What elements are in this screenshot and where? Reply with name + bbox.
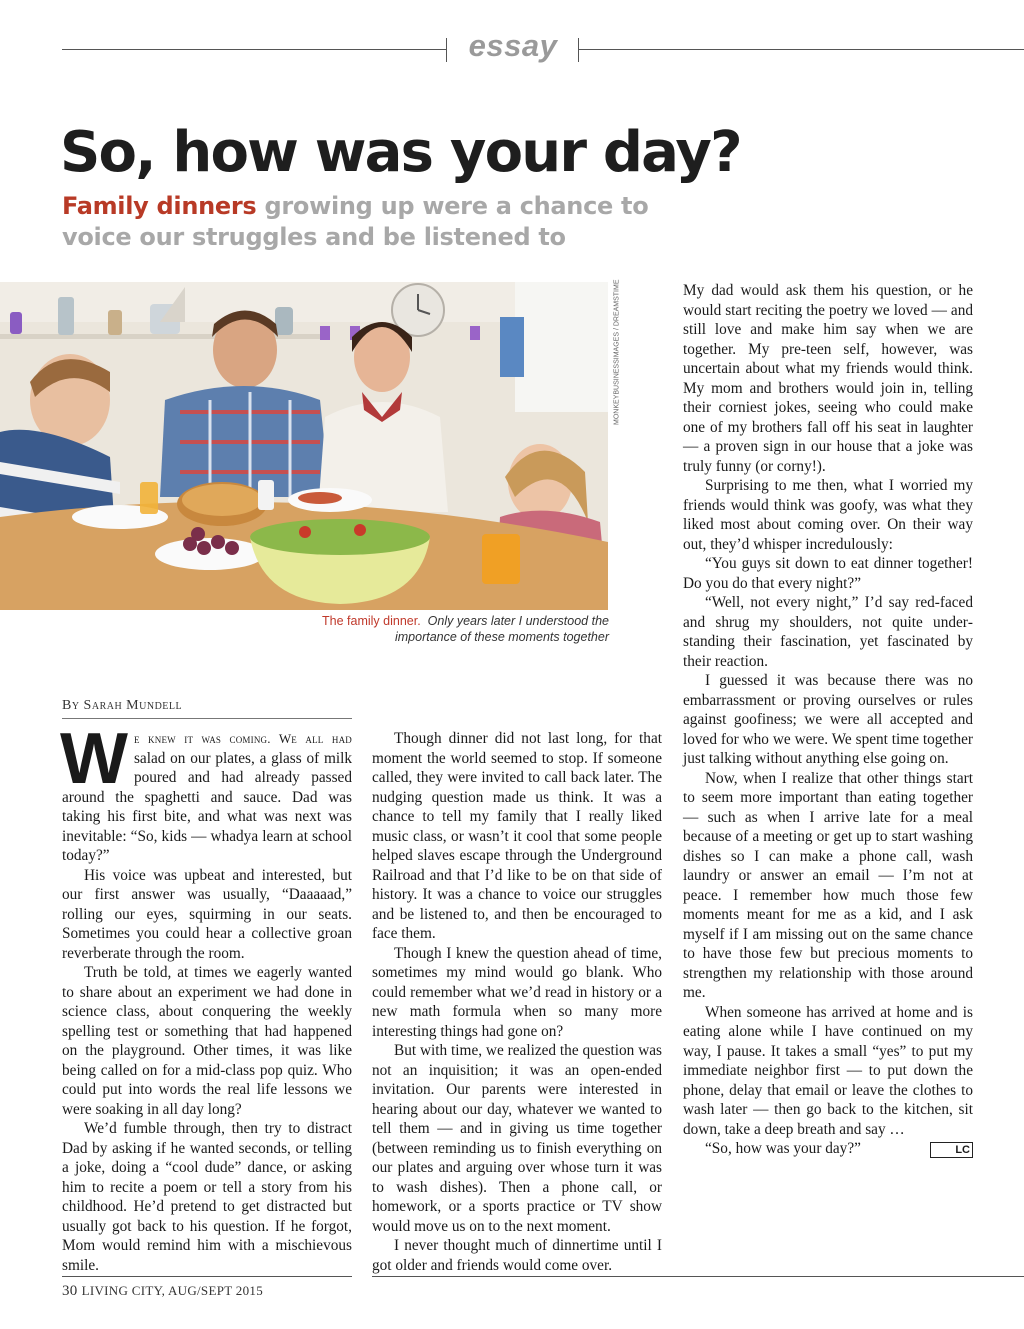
footer-rule-right	[372, 1276, 1024, 1277]
article-paragraph: I guessed it was because there was no embarrassment or proving ourselves or rules against goofiness; we were all accepted and loved for who we were. We spent time together just talking without anything else going on.	[683, 672, 973, 767]
byline: By Sarah Mundell	[62, 698, 183, 713]
article-paragraph: My dad would ask them his question, or he would start reciting the poetry we loved — and still love and make him say when we are together. My pre-teen self, however, was uncertain about what my friends would think. My mom and brothers would join in, telling their corniest jokes, seeing who could make one of my brothers fall off his seat in laughter — a proven sign in our house that a joke was truly funny (or corny!).	[683, 282, 973, 475]
article-paragraph: His voice was upbeat and interested, but our first answer was usually, “Daaaaad,” rolling our eyes, squirming in our seats. Sometimes you could hear a collective groan reverberate through the room.	[62, 866, 352, 962]
family-dinner-photo	[0, 282, 608, 610]
deck-highlight: Family dinners	[62, 192, 257, 220]
drop-cap: W	[60, 719, 128, 799]
article-column-2	[372, 729, 662, 1275]
article-paragraph: But with time, we realized the question was not an inquisition; it was an open-ended invitation. Our parents were interested in hearing about our day, whatever we wanted to tell them — and in giving us time together (between reminding us to finish everything on our plates and arguing over whose turn it was to wash dishes). Then a phone call, or homework, or a sports practice or TV show would move us on to the next moment.	[372, 1042, 662, 1235]
article-paragraph: “You guys sit down to eat dinner together! Do you do that every night?”	[683, 555, 973, 592]
page-number: 30	[62, 1283, 78, 1299]
opening-words: e knew it was coming. We all had	[133, 731, 352, 746]
page-footer	[62, 1283, 263, 1300]
article-column-1	[60, 719, 352, 1275]
article-paragraph: We’d fumble through, then try to distract Dad by asking if he wanted seconds, or telling a joke, doing a “cool dude” dance, or asking him to recite a poem or tell a story from his childhood. He’d pretend to get distracted but usually got back to his question. If he forgot, Mom would remind him with a mischievous smile.	[62, 1120, 352, 1274]
photo-credit: MONKEYBUSINESSIMAGES / DREAMSTIME	[613, 279, 621, 425]
headline: So, how was your day?	[60, 120, 741, 185]
closing-line: “So, how was your day?”	[705, 1140, 861, 1157]
article-paragraph: When someone has arrived at home and is eating alone while I have continued on my way, I pause. It takes a small “yes” to put my immediate neighbor first — to put down the phone, delay that email or leave the clothes to wash later — then go back to the kitchen, sit down, take a deep breath and say …	[683, 1003, 973, 1138]
article-paragraph	[683, 1139, 973, 1159]
article-paragraph: Surprising to me then, what I worried my friends would think was goofy, was what they liked most about coming over. On their way out, they’d whisper incredulously:	[683, 477, 973, 553]
caption-text: Only years later I understood the importance of these moments together	[394, 614, 609, 644]
publication-info: LIVING CITY, AUG/SEPT 2015	[81, 1283, 263, 1298]
article-paragraph: Now, when I realize that other things start to seem more important than eating together — such as when I arrive late for a meal because of a meeting or get up to start washing dishes so I can make a phone call, wash laundry or answer an email — I’m not at peace. I remember how much those few moments meant for me as a kid, and I ask myself if I am missing out on the same chance to have those few but precious moments to strengthen my relationship with those around me.	[683, 769, 973, 1001]
section-label: essay	[468, 28, 558, 63]
deck-rest: growing up were a chance to voice our struggles and be listened to	[62, 192, 649, 251]
photo-caption	[300, 613, 609, 645]
section-rule-tick-left	[446, 38, 447, 62]
article-paragraph: Though dinner did not last long, for that moment the world seemed to stop. If someone called, they were invited to call back later. The nudging question made us think. It was a chance to tell my family that I really liked music class, or wasn’t it cool that some people helped slaves escape through the Underground Railroad and that I’d like to be on that side of history. It was a chance to voice our struggles and be listened to, and then be encouraged to face them.	[372, 730, 662, 942]
section-rule-tick-right	[578, 38, 579, 62]
article-paragraph: We knew it was coming. We all had salad on our plates, a glass of milk poured and had already passed around the spaghetti and sauce. Dad was taking his first bite, and what was next was inevitable: “So, kids — whadya learn at school today?”	[60, 719, 352, 864]
footer-rule-left	[62, 1276, 352, 1277]
article-paragraph: I never thought much of dinnertime until I got older and friends would come over.	[372, 1237, 662, 1274]
caption-lead: The family dinner.	[322, 614, 421, 628]
article-paragraph: “Well, not every night,” I’d say red-faced and shrug my shoulders, not quite understanding their fascination, yet fascinated by their reaction.	[683, 594, 973, 670]
section-rule-left	[62, 49, 446, 50]
deck	[62, 191, 682, 253]
section-rule-right	[578, 49, 1024, 50]
article-paragraph: Though I knew the question ahead of time, sometimes my mind would go blank. Who could remember what we’d read in history or a new math formula when so many more interesting things had gone on?	[372, 944, 662, 1040]
article-column-3	[683, 281, 973, 1159]
end-mark-logo: LC	[930, 1142, 973, 1158]
article-paragraph: Truth be told, at times we eagerly wanted to share about an experiment we had done in science class, about conquering the weekly spelling test or something that had happened on the playground. Other times, it was like being called on for a mid-class pop quiz. Who could put into words the real life lessons we were soaking in all day long?	[62, 964, 352, 1118]
